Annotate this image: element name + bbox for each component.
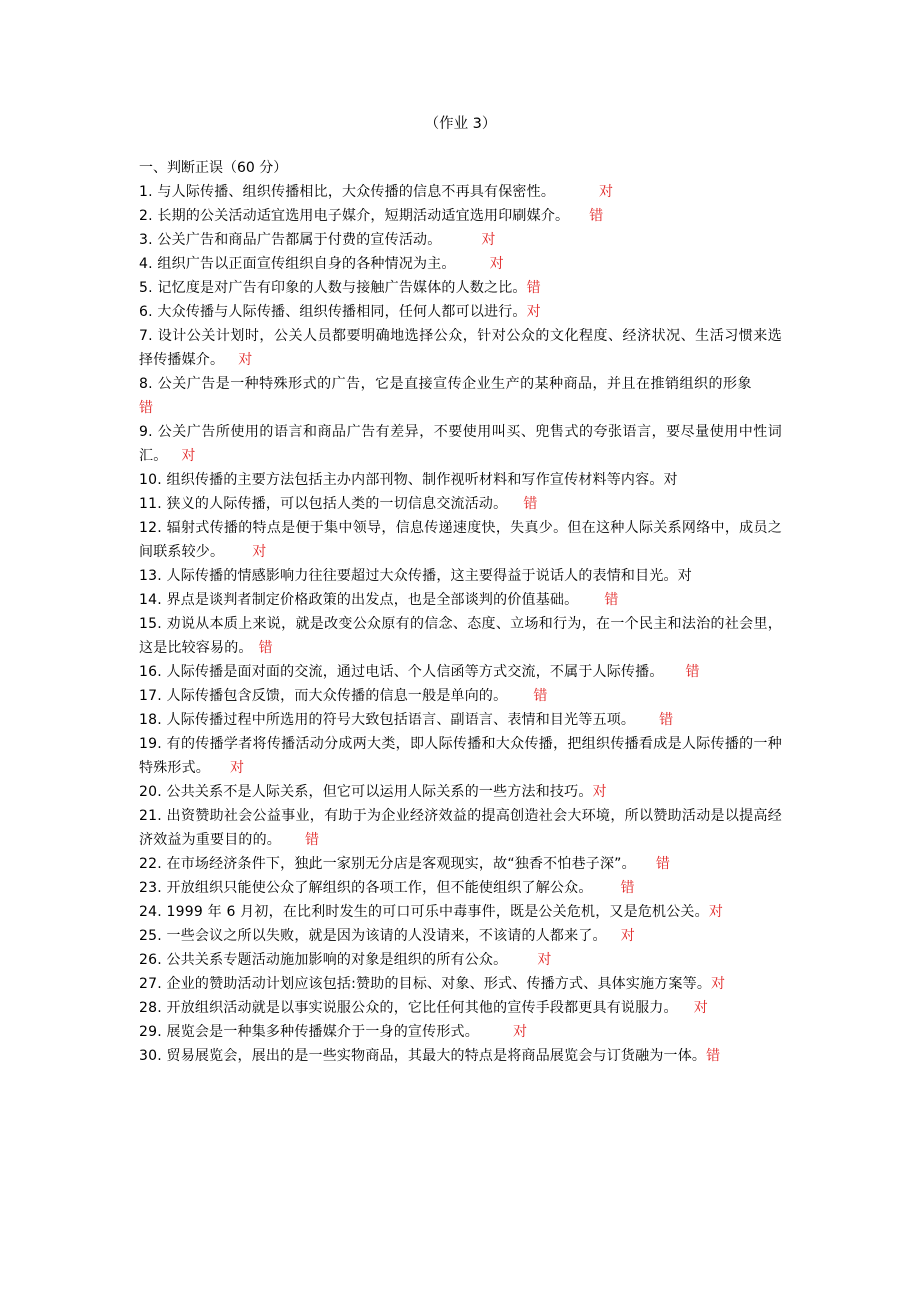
question-number: 30.: [139, 1048, 162, 1064]
answer-mark: 对: [252, 544, 267, 560]
question-number: 5.: [139, 280, 153, 296]
question-text: 劝说从本质上来说，就是改变公众原有的信念、态度、立场和行为，在一个民主和法治的社会里，这是比较容易的。: [139, 616, 782, 656]
question-item: [139, 228, 782, 252]
question-item: [139, 852, 782, 876]
question-text: 企业的赞助活动计划应该包括:赞助的目标、对象、形式、传播方式、具体实施方案等。: [166, 976, 712, 992]
question-number: 1.: [139, 184, 153, 200]
question-text: 贸易展览会，展出的是一些实物商品，其最大的特点是将商品展览会与订货融为一体。: [166, 1048, 707, 1064]
answer-mark: 错: [604, 592, 619, 608]
question-number: 24.: [139, 904, 162, 920]
question-item: [139, 924, 782, 948]
question-text: 界点是谈判者制定价格政策的出发点，也是全部谈判的价值基础。: [166, 592, 579, 608]
question-item: [139, 660, 782, 684]
question-text: 在市场经济条件下，独此一家别无分店是客观现实，故“独香不怕巷子深”。: [166, 856, 636, 872]
question-item: [139, 1020, 782, 1044]
question-item: [139, 324, 782, 372]
question-text: 大众传播与人际传播、组织传播相同，任何人都可以进行。: [157, 304, 527, 320]
answer-mark: 对: [512, 1024, 528, 1040]
question-number: 8.: [139, 376, 153, 392]
question-number: 18.: [139, 712, 162, 728]
question-list: [139, 180, 782, 1068]
answer-mark: 错: [258, 640, 273, 656]
question-item: [139, 876, 782, 900]
question-text: 展览会是一种集多种传播媒介于一身的宣传形式。: [166, 1024, 479, 1040]
question-number: 28.: [139, 1000, 162, 1016]
question-item: [139, 900, 782, 924]
question-number: 12.: [139, 520, 162, 536]
question-text: 人际传播包含反馈，而大众传播的信息一般是单向的。: [166, 688, 508, 704]
answer-mark: 错: [526, 280, 541, 296]
answer-mark: 对: [711, 976, 726, 992]
question-text: 开放组织活动就是以事实说服公众的，它比任何其他的宣传手段都更具有说服力。: [166, 1000, 678, 1016]
answer-mark: 错: [655, 856, 671, 872]
question-text: 公共关系不是人际关系，但它可以运用人际关系的一些方法和技巧。: [166, 784, 593, 800]
question-text: 公共关系专题活动施加影响的对象是组织的所有公众。: [166, 952, 508, 968]
answer-mark: 对: [592, 784, 607, 800]
answer-mark: 对: [677, 568, 692, 584]
question-number: 4.: [139, 256, 153, 272]
question-number: 23.: [139, 880, 162, 896]
question-number: 15.: [139, 616, 162, 632]
answer-mark: 对: [489, 256, 504, 272]
answer-mark: 错: [706, 1048, 721, 1064]
question-item: [139, 972, 782, 996]
question-text: 狭义的人际传播，可以包括人类的一切信息交流活动。: [166, 496, 508, 512]
answer-mark: 对: [708, 904, 724, 920]
question-number: 14.: [139, 592, 162, 608]
question-number: 7.: [139, 328, 153, 344]
question-text: 记忆度是对广告有印象的人数与接触广告媒体的人数之比。: [157, 280, 527, 296]
question-text: 公关广告所使用的语言和商品广告有差异，不要使用叫买、兜售式的夸张语言，要尽量使用中性词汇。: [139, 424, 782, 464]
question-number: 22.: [139, 856, 162, 872]
question-text: 开放组织只能使公众了解组织的各项工作，但不能使组织了解公众。: [166, 880, 593, 896]
question-item: [139, 732, 782, 780]
question-number: 3.: [139, 232, 153, 248]
question-text: 人际传播是面对面的交流，通过电话、个人信函等方式交流，不属于人际传播。: [166, 664, 664, 680]
question-text: 设计公关计划时，公关人员都要明确地选择公众，针对公众的文化程度、经济状况、生活习惯来选择传播媒介。: [139, 328, 782, 368]
question-number: 26.: [139, 952, 162, 968]
question-item: [139, 588, 782, 612]
answer-mark: 对: [481, 232, 496, 248]
question-text: 辐射式传播的特点是便于集中领导，信息传递速度快，失真少。但在这种人际关系网络中，成员之间联系较少。: [139, 520, 782, 560]
question-text: 与人际传播、组织传播相比，大众传播的信息不再具有保密性。: [157, 184, 556, 200]
answer-mark: 错: [305, 832, 320, 848]
answer-mark: 错: [533, 688, 548, 704]
question-text: 组织传播的主要方法包括主办内部刊物、制作视听材料和写作宣传材料等内容。: [166, 472, 664, 488]
answer-mark: 对: [599, 184, 614, 200]
question-text: 出资赞助社会公益事业，有助于为企业经济效益的提高创造社会大环境，所以赞助活动是以提高经济效益为重要目的的。: [139, 808, 782, 848]
question-item: [139, 372, 782, 420]
answer-mark: 错: [139, 400, 154, 416]
section-heading: 一、判断正误（60 分）: [139, 160, 288, 176]
answer-mark: 错: [620, 880, 635, 896]
question-item: [139, 252, 782, 276]
question-item: [139, 780, 782, 804]
question-text: 长期的公关活动适宜选用电子媒介，短期活动适宜选用印刷媒介。: [157, 208, 570, 224]
answer-mark: 错: [685, 664, 700, 680]
answer-mark: 错: [589, 208, 604, 224]
question-number: 16.: [139, 664, 162, 680]
question-number: 25.: [139, 928, 162, 944]
question-item: [139, 1044, 782, 1068]
question-item: [139, 300, 782, 324]
answer-mark: 对: [663, 472, 678, 488]
question-item: [139, 468, 782, 492]
question-text: 有的传播学者将传播活动分成两大类，即人际传播和大众传播，把组织传播看成是人际传播的一种特殊形式。: [139, 736, 782, 776]
question-item: [139, 996, 782, 1020]
answer-mark: 对: [693, 1000, 708, 1016]
question-item: [139, 948, 782, 972]
question-number: 27.: [139, 976, 162, 992]
question-number: 13.: [139, 568, 162, 584]
answer-mark: 对: [181, 448, 196, 464]
question-text: 公关广告和商品广告都属于付费的宣传活动。: [157, 232, 442, 248]
question-number: 6.: [139, 304, 153, 320]
question-item: [139, 516, 782, 564]
answer-mark: 对: [537, 952, 552, 968]
question-item: [139, 420, 782, 468]
question-item: [139, 204, 782, 228]
question-text: 公关广告是一种特殊形式的广告，它是直接宣传企业生产的某种商品，并且在推销组织的形象: [157, 376, 752, 392]
question-text: 一些会议之所以失败，就是因为该请的人没请来，不该请的人都来了。: [166, 928, 607, 944]
question-item: [139, 804, 782, 852]
answer-mark: 对: [238, 352, 253, 368]
answer-mark: 错: [659, 712, 674, 728]
question-item: [139, 612, 782, 660]
question-item: [139, 564, 782, 588]
question-item: [139, 180, 782, 204]
question-number: 17.: [139, 688, 162, 704]
answer-mark: 对: [230, 760, 245, 776]
question-text: 人际传播过程中所选用的符号大致包括语言、副语言、表情和目光等五项。: [166, 712, 636, 728]
answer-mark: 对: [526, 304, 541, 320]
question-item: [139, 492, 782, 516]
question-text: 1999 年 6 月初，在比利时发生的可口可乐中毒事件，既是公关危机，又是危机公关。: [166, 904, 709, 920]
question-item: [139, 684, 782, 708]
question-number: 11.: [139, 496, 162, 512]
question-number: 10.: [139, 472, 162, 488]
question-number: 19.: [139, 736, 162, 752]
question-number: 20.: [139, 784, 162, 800]
question-text: 人际传播的情感影响力往往要超过大众传播，这主要得益于说话人的表情和目光。: [166, 568, 678, 584]
question-number: 9.: [139, 424, 153, 440]
question-item: [139, 276, 782, 300]
document-title: （作业 3）: [424, 116, 497, 132]
question-item: [139, 708, 782, 732]
answer-mark: 对: [620, 928, 635, 944]
question-number: 2.: [139, 208, 153, 224]
question-text: 组织广告以正面宣传组织自身的各种情况为主。: [157, 256, 456, 272]
answer-mark: 错: [523, 496, 538, 512]
question-number: 29.: [139, 1024, 162, 1040]
question-number: 21.: [139, 808, 162, 824]
